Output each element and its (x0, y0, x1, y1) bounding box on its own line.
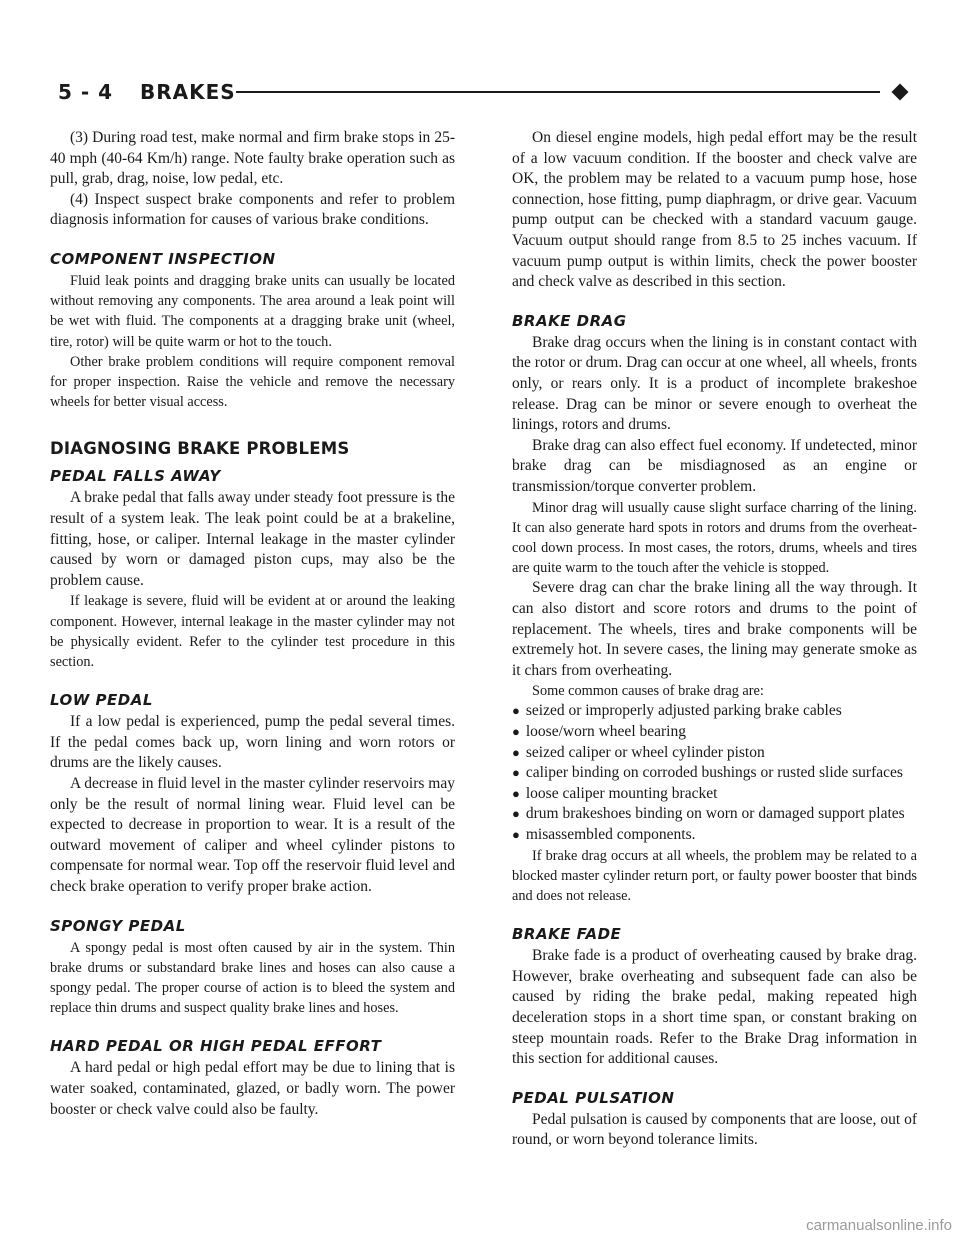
paragraph: Pedal pulsation is caused by components that are loose, out of round, or worn beyond tolerance limits. (512, 1110, 917, 1149)
paragraph: On diesel engine models, high pedal effort may be the result of a low vacuum condition. If the booster and check valve are OK, the problem may be related to a vacuum pump hose, hose connection, hose fitting, pump diaphragm, or drive gear. Vacuum pump output can be checked with a standard vacuum gauge. Vacuum output should range from 8.5 to 25 inches vacuum. If vacuum pump output is within limits, check the power booster and check valve as described in this section. (512, 129, 917, 291)
list-item: ● caliper binding on corroded bushings or rusted slide surfaces (512, 764, 903, 782)
heading-hard-pedal: HARD PEDAL OR HIGH PEDAL EFFORT (50, 1037, 382, 1056)
bullet-icon: ● (512, 744, 520, 760)
paragraph: Severe drag can char the brake lining all the way through. It can also distort and score rotors and drums to the point of replacement. The wheels, tires and brake components will be extremely hot. In severe cases, the lining may generate smoke as it chars from overheating. (512, 579, 917, 679)
paragraph: A brake pedal that falls away under steady foot pressure is the result of a system leak. The leak point could be at a brakeline, fitting, hose, or caliper. Internal leakage in the master cylinder caused by worn or damaged piston cups, may also be the problem cause. (50, 489, 455, 589)
brake-drag-causes-list (512, 701, 917, 845)
paragraph: A hard pedal or high pedal effort may be due to lining that is water soaked, contaminated, glazed, or badly worn. The power booster or check valve could also be faulty. (50, 1059, 455, 1118)
paragraph: (4) Inspect suspect brake components and refer to problem diagnosis information for causes of various brake conditions. (50, 190, 455, 229)
bullet-icon: ● (512, 827, 520, 843)
bullet-icon: ● (512, 785, 520, 801)
paragraph: Fluid leak points and dragging brake units can usually be located without removing any components. The area around a leak point will be wet with fluid. The components at a dragging brake unit (wheel, tire, rotor) will be quite warm or hot to the touch. (50, 272, 455, 350)
paragraph: A spongy pedal is most often caused by air in the system. Thin brake drums or substandard brake lines and hoses can also cause a spongy pedal. The proper course of action is to bleed the system and replace thin drums and suspect quality brake lines and hoses. (50, 939, 455, 1017)
watermark: carmanualsonline.info (806, 1217, 952, 1234)
paragraph: Some common causes of brake drag are: (532, 683, 764, 700)
heading-brake-drag: BRAKE DRAG (512, 311, 627, 330)
list-item: ● loose caliper mounting bracket (512, 784, 718, 802)
bullet-icon: ● (512, 724, 520, 740)
list-item: ● loose/worn wheel bearing (512, 723, 686, 741)
right-column (512, 128, 917, 1151)
bullet-icon: ● (512, 765, 520, 781)
bullet-icon: ● (512, 806, 520, 822)
heading-diagnosing-brake-problems: DIAGNOSING BRAKE PROBLEMS (50, 439, 350, 459)
list-item: ● seized or improperly adjusted parking brake cables (512, 702, 842, 720)
left-column (50, 128, 455, 1120)
heading-low-pedal: LOW PEDAL (50, 691, 153, 710)
heading-component-inspection: COMPONENT INSPECTION (50, 249, 276, 268)
list-item: ● misassembled components. (512, 826, 696, 844)
heading-pedal-falls-away: PEDAL FALLS AWAY (50, 467, 221, 486)
list-item: ● drum brakeshoes binding on worn or damaged support plates (512, 805, 905, 823)
bullet-icon: ● (512, 703, 520, 719)
paragraph: Brake drag can also effect fuel economy. If undetected, minor brake drag can be misdiagnosed as an engine or transmission/torque converter problem. (512, 436, 917, 495)
paragraph: Other brake problem conditions will require component removal for proper inspection. Raise the vehicle and remove the necessary wheels for better visual access. (50, 353, 455, 411)
list-item: ● seized caliper or wheel cylinder piston (512, 743, 765, 761)
heading-pedal-pulsation: PEDAL PULSATION (512, 1088, 675, 1107)
paragraph: (3) During road test, make normal and firm brake stops in 25-40 mph (40-64 Km/h) range. Note faulty brake operation such as pull, grab, drag, noise, low pedal, etc. (50, 129, 455, 188)
heading-spongy-pedal: SPONGY PEDAL (50, 916, 186, 935)
paragraph: A decrease in fluid level in the master cylinder reservoirs may only be the result of normal lining wear. Fluid level can be expected to decrease in proportion to wear. It is a result of the outward movement of caliper and wheel cylinder pistons to compensate for normal wear. Top off the reservoir fluid level and check brake operation to verify proper brake action. (50, 774, 455, 895)
section-title: BRAKES (140, 80, 236, 104)
diamond-icon (892, 84, 909, 101)
paragraph: If a low pedal is experienced, pump the pedal several times. If the pedal comes back up, worn lining and worn rotors or drums are the likely causes. (50, 713, 455, 772)
paragraph: If brake drag occurs at all wheels, the problem may be related to a blocked master cylinder return port, or faulty power booster that binds and does not release. (512, 847, 917, 905)
paragraph: Brake drag occurs when the lining is in constant contact with the rotor or drum. Drag can occur at one wheel, all wheels, fronts only, or rears only. It is a product of incomplete brakeshoe release. Drag can be minor or severe enough to overheat the linings, rotors and drums. (512, 333, 918, 434)
page-header (58, 78, 910, 106)
paragraph: Minor drag will usually cause slight surface charring of the lining. It can also generate hard spots in rotors and drums from the overheat-cool down process. In most cases, the rotors, drums, wheels and tires are quite warm to the touch after the vehicle is stopped. (512, 499, 917, 577)
paragraph: If leakage is severe, fluid will be evident at or around the leaking component. However, internal leakage in the master cylinder may not be physically evident. Refer to the cylinder test procedure in this section. (50, 593, 455, 670)
page-number: 5 - 4 (58, 80, 114, 104)
header-rule (236, 91, 880, 93)
paragraph: Brake fade is a product of overheating caused by brake drag. However, brake overheating and subsequent fade can also be caused by riding the brake pedal, making repeated high deceleration stops in a short time span, or constant braking on steep mountain roads. Refer to the Brake Drag information in this section for additional causes. (512, 947, 917, 1068)
heading-brake-fade: BRAKE FADE (512, 925, 622, 944)
